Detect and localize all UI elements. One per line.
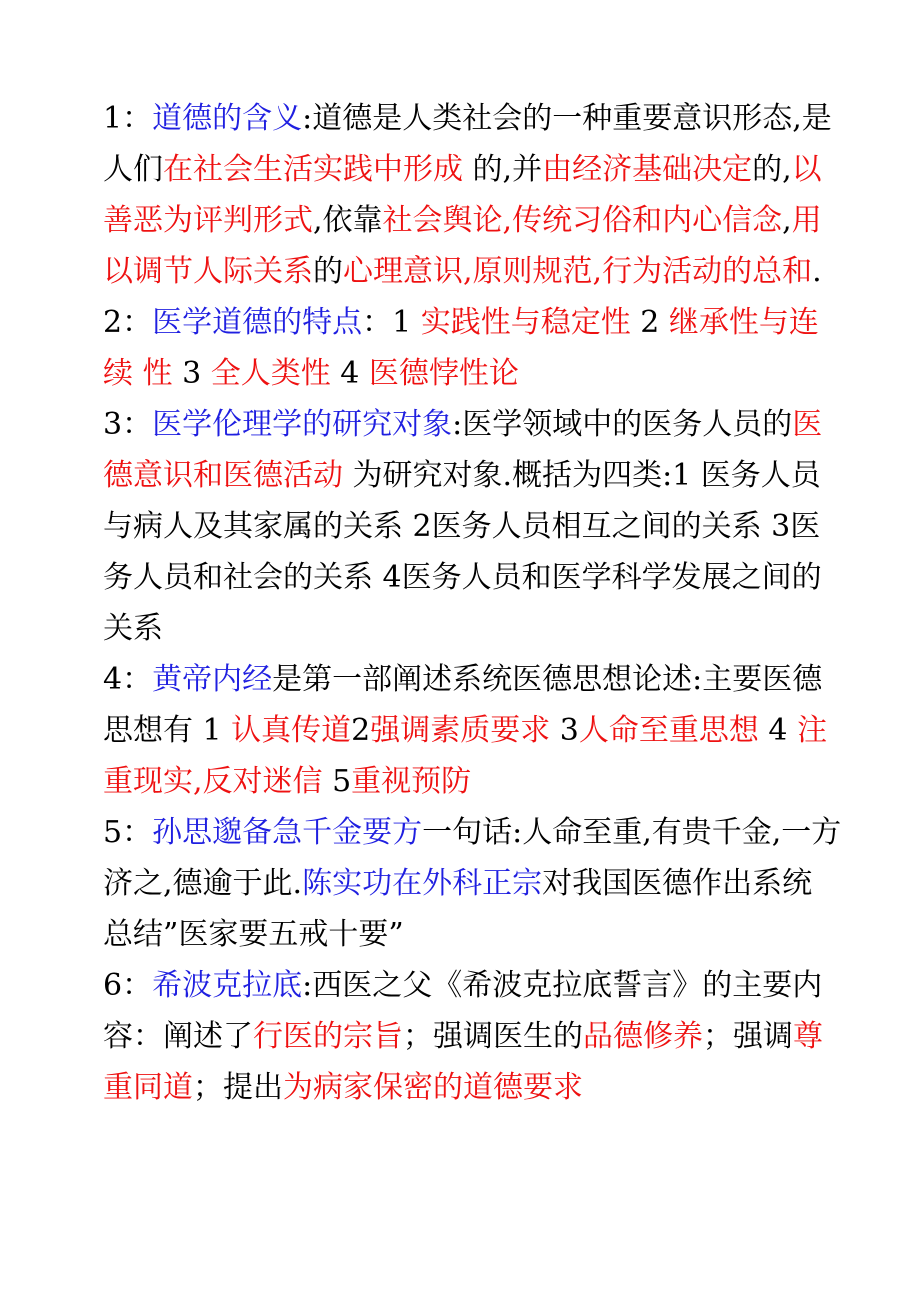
section-term: 黄帝内经 [152, 662, 273, 697]
text-line [103, 303, 819, 343]
text-segment: 关系 [103, 611, 163, 646]
text-line [103, 456, 821, 496]
text-segment: 6： [103, 968, 153, 1003]
text-segment: 济之,德逾于此. [103, 866, 303, 901]
text-segment: 的, [752, 152, 792, 187]
highlight-text: 人命至重思想 [578, 713, 759, 748]
text-segment: 4： [103, 662, 153, 697]
text-line [103, 150, 822, 190]
text-segment: 5 [322, 764, 352, 799]
section-term: 医学伦理学的研究对象 [152, 407, 453, 442]
text-segment: , [782, 203, 792, 238]
text-line [103, 915, 404, 955]
text-segment: 总结”医家要五戒十要” [103, 917, 404, 952]
highlight-text: 续 性 [103, 356, 173, 391]
text-segment: 2： [103, 305, 153, 340]
highlight-text: 重现实,反对迷信 [103, 764, 323, 799]
text-line [103, 558, 822, 598]
text-segment: :医学领域中的医务人员的 [452, 407, 793, 442]
text-segment: . [812, 254, 822, 289]
highlight-text: 行医的宗旨 [253, 1019, 403, 1054]
highlight-text: 用 [791, 203, 822, 238]
highlight-text: 重视预防 [351, 764, 472, 799]
text-segment: 3： [103, 407, 153, 442]
text-segment: 的 [313, 254, 343, 289]
text-line [103, 660, 822, 700]
text-segment: :西医之父《希波克拉底誓言》的主要内 [302, 968, 823, 1003]
text-line [103, 609, 163, 649]
text-segment: ；强调医生的 [403, 1019, 583, 1054]
highlight-text: 继承性与连 [668, 305, 819, 340]
highlight-text: 医德悖性论 [368, 356, 519, 391]
section-term: 医学道德的特点 [152, 305, 363, 340]
text-line [103, 354, 519, 394]
text-segment: ；提出 [193, 1070, 283, 1105]
highlight-text: 全人类性 [210, 356, 331, 391]
text-segment: 的,并 [463, 152, 543, 187]
text-segment: 3 [172, 356, 211, 391]
text-segment: 为研究对象.概括为四类:1 医务人员 [343, 458, 821, 493]
section-term: 希波克拉底 [152, 968, 303, 1003]
highlight-text: 以调节人际关系 [103, 254, 313, 289]
text-segment: 与病人及其家属的关系 2医务人员相互之间的关系 3医 [103, 509, 821, 544]
text-segment: 人们 [103, 152, 163, 187]
highlight-text: 以 [791, 152, 822, 187]
text-line [103, 711, 827, 751]
text-line [103, 507, 820, 547]
highlight-text: 善恶为评判形式 [103, 203, 313, 238]
highlight-text: 实践性与稳定性 [420, 305, 631, 340]
text-segment: 对我国医德作出系统 [542, 866, 813, 901]
text-segment: 容：阐述了 [103, 1019, 253, 1054]
text-line [103, 1068, 583, 1108]
text-line [103, 252, 822, 292]
text-segment: :道德是人类社会的一种重要意识形态,是 [302, 101, 832, 136]
section-term: 道德的含义 [152, 101, 303, 136]
text-line [103, 1017, 823, 1057]
text-segment: 2 [351, 713, 371, 748]
text-segment: 一句话:人命至重,有贵千金,一方 [422, 815, 842, 850]
highlight-text: 为病家保密的道德要求 [283, 1070, 583, 1105]
text-segment: 4 [758, 713, 798, 748]
text-line [103, 813, 841, 853]
text-segment: ,依靠 [313, 203, 383, 238]
highlight-text: 注 [797, 713, 828, 748]
highlight-text: 医 [792, 407, 823, 442]
text-line [103, 762, 471, 802]
highlight-text: 强调素质要求 [370, 713, 551, 748]
text-line [103, 99, 832, 139]
text-segment: 1： [103, 101, 153, 136]
text-line [103, 864, 812, 904]
text-line [103, 405, 822, 445]
text-line [103, 201, 822, 241]
highlight-text: 心理意识,原则规范,行为活动的总和 [343, 254, 813, 289]
highlight-text: 由经济基础决定 [542, 152, 753, 187]
text-segment: ：1 [362, 305, 421, 340]
section-term: 陈实功在外科正宗 [302, 866, 543, 901]
text-segment: 2 [630, 305, 669, 340]
text-segment: 4 [330, 356, 369, 391]
text-line [103, 966, 822, 1006]
highlight-text: 品德修养 [583, 1019, 703, 1054]
highlight-text: 尊 [793, 1019, 823, 1054]
text-segment: 3 [550, 713, 579, 748]
highlight-text: 认真传道 [231, 713, 352, 748]
highlight-text: 在社会生活实践中形成 [163, 152, 463, 187]
text-segment: 务人员和社会的关系 4医务人员和医学科学发展之间的 [103, 560, 822, 595]
highlight-text: 德意识和医德活动 [103, 458, 343, 493]
text-segment: 是第一部阐述系统医德思想论述:主要医德 [272, 662, 823, 697]
highlight-text: 重同道 [103, 1070, 193, 1105]
text-segment: 5： [103, 815, 153, 850]
text-segment: 思想有 1 [103, 713, 232, 748]
section-term: 孙思邈备急千金要方 [152, 815, 423, 850]
text-segment: ；强调 [703, 1019, 793, 1054]
highlight-text: 社会舆论,传统习俗和内心信念 [382, 203, 783, 238]
